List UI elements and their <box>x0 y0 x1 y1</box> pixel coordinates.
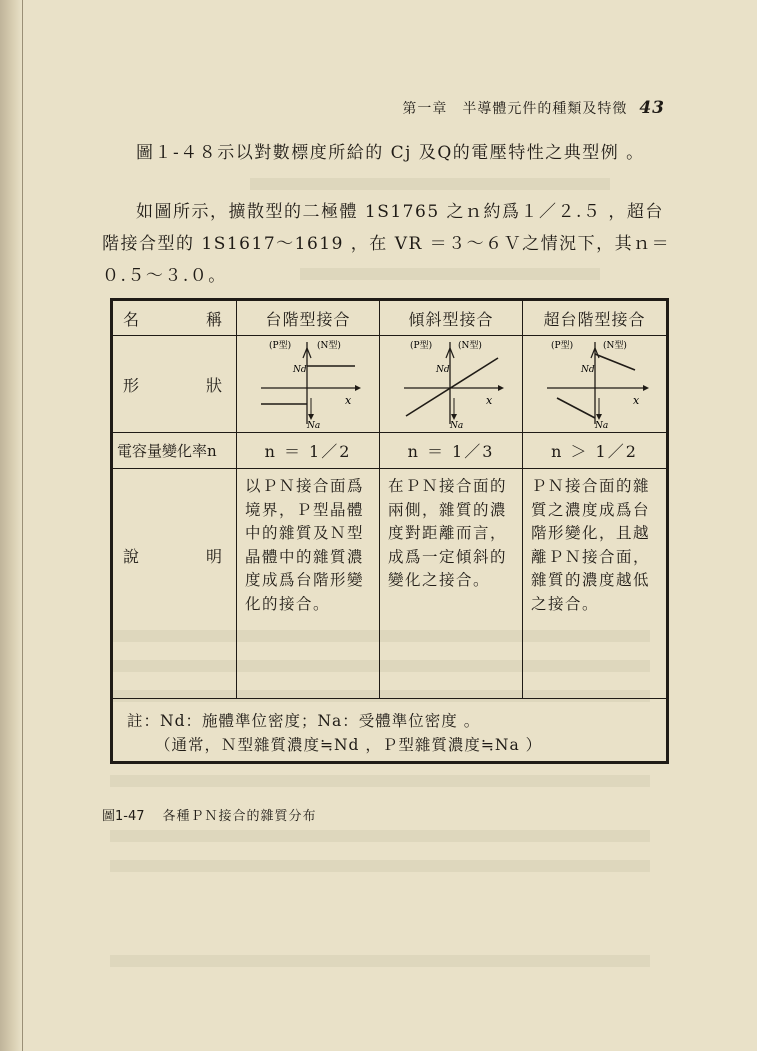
step-junction-diagram-cell <box>237 336 380 433</box>
paragraph-2: 如圖所示，擴散型的二極體 1S1765 之ｎ約爲１／２.５ ，超台階接合型的 1S1617～1619 ，在 VR ＝３～６Ｖ之情況下，其ｎ＝０.５～３.０。 <box>102 202 671 286</box>
p-side-profile <box>557 398 595 418</box>
note-line-1: 註：Nd：施體準位密度；Na：受體準位密度 。 <box>127 712 481 730</box>
n-type-label: (N型) <box>317 341 341 351</box>
paragraph-1: 圖１-４８示以對數標度所給的 Cj 及Q的電壓特性之典型例 。 <box>136 143 645 163</box>
desc-line: 雜質的濃度越低 <box>531 571 651 589</box>
page-number: 43 <box>639 98 665 118</box>
desc-line: 階形變化，且越 <box>531 524 651 542</box>
bleed-through-text <box>110 860 650 872</box>
desc-line: 度成爲台階形變 <box>245 571 365 589</box>
description-row <box>112 469 668 699</box>
desc-line: 度對距離而言， <box>388 524 508 542</box>
step-junction-diagram <box>237 336 380 428</box>
shape-label-char: 狀 <box>205 375 222 395</box>
desc-line: 境界，Ｐ型晶體 <box>245 500 365 519</box>
nd-label: Nd <box>581 365 595 375</box>
na-arrow-head <box>596 414 602 420</box>
desc-line: ＰＮ接合面的雜 <box>531 477 651 495</box>
note-line-2: （通常，Ｎ型雜質濃度≒Nd ，Ｐ型雜質濃度≒Na ） <box>155 736 543 754</box>
desc-label-char: 說 <box>123 546 140 566</box>
x-axis-arrow <box>355 385 361 391</box>
bleed-through-text <box>110 830 650 842</box>
note-cell <box>112 699 668 763</box>
note-row <box>112 699 668 763</box>
hyperabrupt-junction-diagram-cell <box>523 336 668 433</box>
desc-line: 成爲一定傾斜的 <box>388 547 508 566</box>
desc-line: 之接合。 <box>531 594 600 613</box>
page-edge <box>0 0 22 1051</box>
table-header-row <box>112 300 668 336</box>
desc-label-cell <box>112 469 237 699</box>
shape-label-cell <box>112 336 237 433</box>
capacitance-ratio-row <box>112 433 668 469</box>
nd-label: Nd <box>436 365 450 375</box>
column-header-graded: 傾斜型接合 <box>380 300 523 336</box>
figure-number: 圖1-47 <box>102 809 145 824</box>
name-label-char: 名 <box>123 309 140 329</box>
shape-label-char: 形 <box>123 375 140 395</box>
bleed-through-text <box>110 955 650 967</box>
x-label: x <box>345 394 352 407</box>
na-label: Na <box>595 421 609 428</box>
na-arrow-head <box>451 414 457 420</box>
desc-line: 在ＰＮ接合面的 <box>388 477 508 495</box>
bleed-through-text <box>110 775 650 787</box>
shape-row <box>112 336 668 433</box>
junction-types-table <box>110 298 669 764</box>
graded-junction-diagram <box>380 336 523 428</box>
desc-line: 兩側，雜質的濃 <box>388 500 508 519</box>
p-type-label: (P型) <box>269 341 292 351</box>
n-side-profile <box>595 354 635 370</box>
x-label: x <box>486 394 493 407</box>
desc-label-char: 明 <box>205 546 222 566</box>
column-header-step: 台階型接合 <box>237 300 380 336</box>
bleed-through-text <box>250 178 610 190</box>
n-type-label: (N型) <box>458 341 482 351</box>
chapter-title: 第一章 半導體元件的種類及特徵 <box>402 101 628 117</box>
desc-line: 質之濃度成爲台 <box>531 500 651 519</box>
graded-profile-line <box>406 358 498 416</box>
x-label: x <box>633 394 640 407</box>
desc-line: 變化之接合。 <box>388 571 491 589</box>
desc-graded <box>380 469 523 699</box>
n-value-step: n ＝ 1／2 <box>237 433 380 469</box>
n-value-graded: n ＝ 1／3 <box>380 433 523 469</box>
na-arrow-head <box>308 414 314 420</box>
name-label-cell <box>112 300 237 336</box>
desc-line: 中的雜質及Ｎ型 <box>245 524 365 542</box>
desc-line: 離ＰＮ接合面， <box>531 547 651 566</box>
na-label: Na <box>307 421 321 428</box>
binding-line <box>22 0 23 1051</box>
p-type-label: (P型) <box>410 341 433 351</box>
x-axis-arrow <box>643 385 649 391</box>
desc-hyperabrupt <box>523 469 668 699</box>
graded-junction-diagram-cell <box>380 336 523 433</box>
capacitance-label: 電容量變化率n <box>112 433 237 469</box>
figure-caption <box>102 805 317 824</box>
figure-title: 各種ＰＮ接合的雜質分布 <box>162 809 317 824</box>
name-label-char: 稱 <box>205 309 222 329</box>
desc-line: 以ＰＮ接合面爲 <box>245 477 365 495</box>
na-label: Na <box>450 421 464 428</box>
hyperabrupt-junction-diagram <box>523 336 668 428</box>
desc-line: 晶體中的雜質濃 <box>245 547 365 566</box>
p-type-label: (P型) <box>551 341 574 351</box>
desc-step <box>237 469 380 699</box>
x-axis-arrow <box>498 385 504 391</box>
running-header <box>402 98 665 118</box>
column-header-hyperabrupt: 超台階型接合 <box>523 300 668 336</box>
n-type-label: (N型) <box>603 341 627 351</box>
n-value-hyperabrupt: n ＞ 1／2 <box>523 433 668 469</box>
desc-line: 化的接合。 <box>245 594 331 613</box>
nd-label: Nd <box>293 365 307 375</box>
